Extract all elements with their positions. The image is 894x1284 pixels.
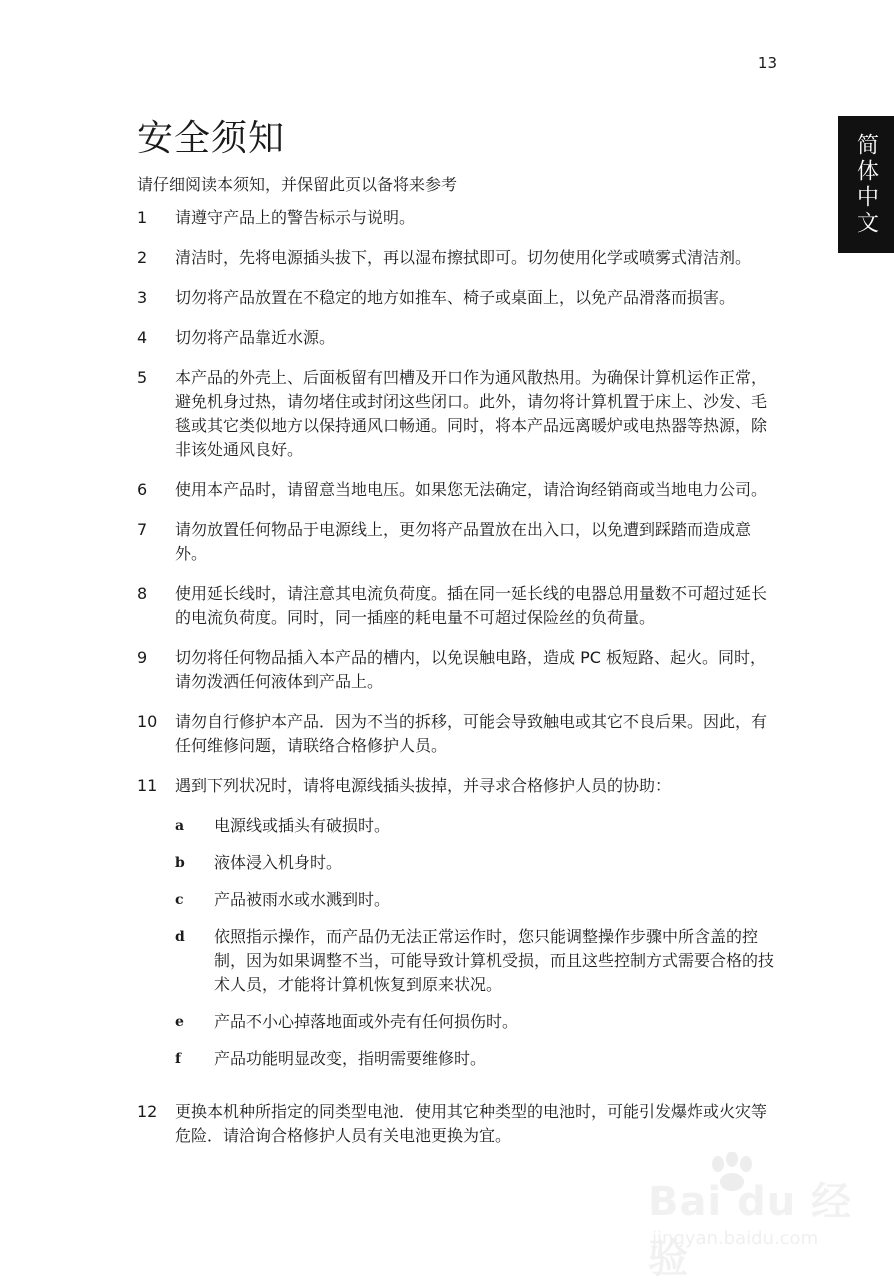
sub-item-text: 电源线或插头有破损时。: [214, 816, 391, 835]
item-text: 使用延长线时，请注意其电流负荷度。插在同一延长线的电器总用量数不可超过延长的电流负荷度。同时，同一插座的耗电量不可超过保险丝的负荷量。: [175, 584, 768, 627]
item-number: 11: [137, 776, 158, 795]
item-number: 6: [137, 480, 148, 499]
list-item: [137, 646, 777, 694]
baidu-watermark: [648, 1152, 868, 1282]
item-text: 切勿将产品靠近水源。: [175, 328, 336, 347]
item-text: 清洁时，先将电源插头拔下，再以湿布擦拭即可。切勿使用化学或喷雾式清洁剂。: [175, 248, 752, 267]
item-number: 10: [137, 712, 158, 731]
sub-list-item: [175, 851, 777, 875]
sub-item-letter: b: [175, 855, 185, 871]
safety-list: [137, 206, 777, 1164]
sub-item-letter: a: [175, 818, 185, 834]
sub-item-letter: e: [175, 1014, 184, 1030]
watermark-brand: Bai du 经验: [648, 1179, 853, 1282]
list-item: [137, 518, 777, 566]
list-item: [137, 326, 777, 350]
sub-list-item: [175, 1047, 777, 1071]
item-text: 请勿自行修护本产品．因为不当的拆移，可能会导致触电或其它不良后果。因此，有任何维修问题，请联络合格修护人员。: [175, 712, 768, 755]
item-number: 12: [137, 1102, 158, 1121]
item-number: 3: [137, 288, 148, 307]
list-item: [137, 246, 777, 270]
item-number: 5: [137, 368, 148, 387]
sub-list-item: [175, 925, 777, 997]
list-item: [137, 774, 777, 1084]
page-number: 13: [757, 54, 777, 72]
item-body: [175, 774, 777, 1084]
list-item: [137, 478, 777, 502]
item-number: 2: [137, 248, 148, 267]
list-item: [137, 1100, 777, 1148]
list-item: [137, 710, 777, 758]
language-side-tab: 简体中文: [838, 116, 894, 253]
item-number: 7: [137, 520, 148, 539]
intro-text: 请仔细阅读本须知，并保留此页以备将来参考: [137, 175, 458, 194]
item-text: 请勿放置任何物品于电源线上，更勿将产品置放在出入口，以免遭到踩踏而造成意外。: [175, 520, 752, 563]
item-text: 切勿将任何物品插入本产品的槽内，以免误触电路，造成 PC 板短路、起火。同时，请勿泼洒任何液体到产品上。: [175, 648, 766, 691]
sub-list-item: [175, 814, 777, 838]
list-item: [137, 206, 777, 230]
sub-item-text: 液体浸入机身时。: [214, 853, 343, 872]
sub-item-text: 依照指示操作，而产品仍无法正常运作时，您只能调整操作步骤中所含盖的控制，因为如果调整不当，可能导致计算机受损，而且这些控制方式需要合格的技术人员，才能将计算机恢复到原来状况。: [214, 927, 775, 994]
item-number: 9: [137, 648, 148, 667]
sub-list-item: [175, 1010, 777, 1034]
sub-list: [175, 814, 777, 1071]
item-text: 切勿将产品放置在不稳定的地方如推车、椅子或桌面上，以免产品滑落而损害。: [175, 288, 736, 307]
item-text: 使用本产品时，请留意当地电压。如果您无法确定，请洽询经销商或当地电力公司。: [175, 480, 768, 499]
item-text: 请遵守产品上的警告标示与说明。: [175, 208, 416, 227]
list-item: [137, 366, 777, 462]
sub-item-text: 产品功能明显改变，指明需要维修时。: [214, 1049, 487, 1068]
item-number: 1: [137, 208, 148, 227]
sub-list-item: [175, 888, 777, 912]
list-item: [137, 286, 777, 310]
item-text: 更换本机种所指定的同类型电池．使用其它种类型的电池时，可能引发爆炸或火灾等危险．请洽询合格修护人员有关电池更换为宜。: [175, 1102, 768, 1145]
sub-item-letter: f: [175, 1051, 182, 1067]
sub-item-text: 产品被雨水或水溅到时。: [214, 890, 391, 909]
list-item: [137, 582, 777, 630]
page-title: 安全须知: [137, 118, 286, 159]
sub-item-letter: d: [175, 929, 185, 945]
sub-item-letter: c: [175, 892, 184, 908]
item-text: 本产品的外壳上、后面板留有凹槽及开口作为通风散热用。为确保计算机运作正常，避免机身过热，请勿堵住或封闭这些闭口。此外，请勿将计算机置于床上、沙发、毛毯或其它类似地方以保持通风口畅通。同时，将本产品远离暖炉或电热器等热源，除非该处通风良好。: [175, 368, 768, 459]
item-text: 遇到下列状况时，请将电源线插头拔掉，并寻求合格修护人员的协助：: [175, 776, 672, 795]
item-number: 8: [137, 584, 148, 603]
sub-item-text: 产品不小心掉落地面或外壳有任何损伤时。: [214, 1012, 519, 1031]
item-number: 4: [137, 328, 148, 347]
watermark-url: jingyan.baidu.com: [652, 1228, 819, 1249]
